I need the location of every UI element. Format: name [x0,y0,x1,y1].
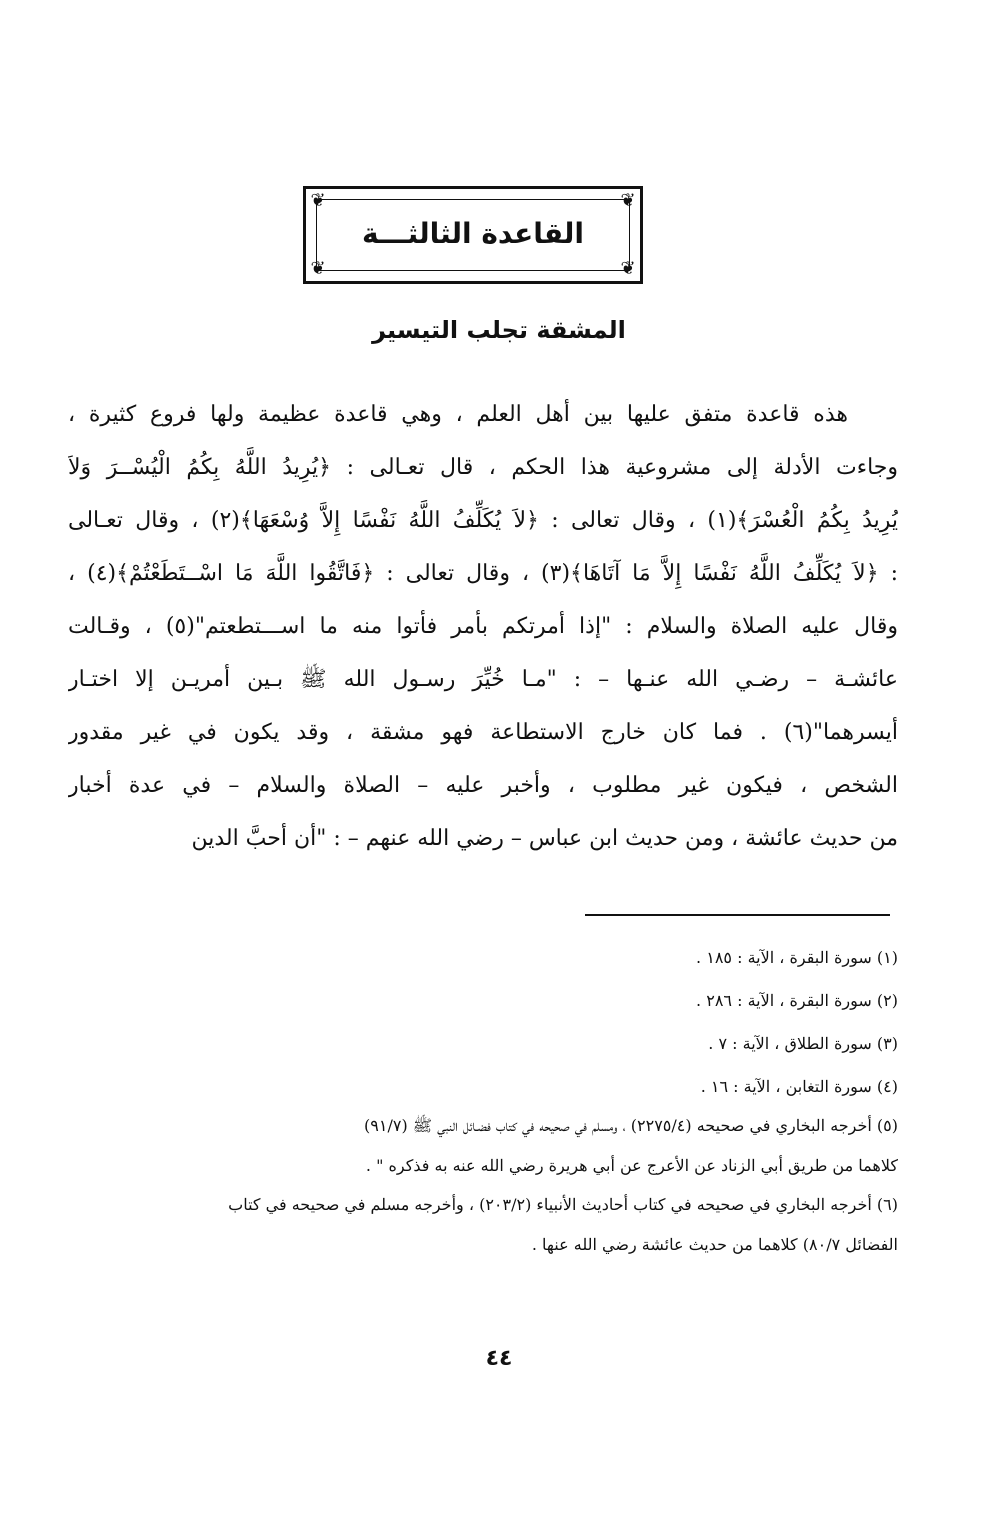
chapter-title: القاعدة الثالثـــة [361,217,585,250]
body-paragraph [68,388,898,865]
ornament-corner-icon: ❦ [620,190,636,211]
body-line: يُرِيدُ بِكُمُ الْعُسْرَ﴾(١) ، وقال تعالى : ﴿لاَ يُكَلِّفُ اللَّهُ نَفْسًا إِلاَّ وُسْعَهَا﴾(٢) ، وقال تعـالى [68,508,898,533]
body-line: وقال عليه الصلاة والسلام : "إذا أمرتكم بأمر فأتوا منه ما اســـتطعتم"(٥) ، وقـالت [68,614,898,639]
body-line: هذه قاعدة متفق عليها بين أهل العلم ، وهي قاعدة عظيمة ولها فروع كثيرة ، [68,402,848,427]
section-subtitle: المشقة تجلب التيسير [372,316,626,344]
footnotes [68,936,898,1266]
body-line: : ﴿لاَ يُكَلِّفُ اللَّهُ نَفْسًا إِلاَّ مَا آتَاهَا﴾(٣) ، وقال تعالى : ﴿فَاتَّقُوا اللَّهَ مَا اسْــتَطَعْتُمْ﴾(٤) ، [68,561,898,586]
footnote: (٥) أخرجه البخاري في صحيحه (٢٢٧٥/٤) ، ومسلم في صحيحه في كتاب فضـائل النبي ﷺ (٩١/٧) [364,1116,898,1135]
footnote-continuation: الفضائل ٨٠/٧) كلاهما من حديث عائشة رضي الله عنها . [531,1235,898,1254]
body-line: الشخص ، فيكون غير مطلوب ، وأخبر عليه – الصلاة والسلام – في عدة أخبار [68,773,898,798]
chapter-title-frame [303,186,643,284]
footnote: (٢) سورة البقرة ، الآية : ٢٨٦ . [696,991,898,1010]
ornament-corner-icon: ❦ [620,258,636,279]
footnote-separator [585,914,890,916]
body-line: أيسرهما"(٦) . فما كان خارج الاستطاعة فهو مشقة ، وقد يكون في غير مقدور [68,720,898,745]
footnote: (١) سورة البقرة ، الآية : ١٨٥ . [696,948,898,967]
footnote: (٤) سورة التغابن ، الآية : ١٦ . [700,1077,898,1096]
page-number: ٤٤ [485,1346,513,1371]
body-line: من حديث عائشة ، ومن حديث ابن عباس – رضي الله عنهم – : "أن أحبَّ الدين [191,826,898,851]
ornament-corner-icon: ❦ [310,258,326,279]
footnote: (٦) أخرجه البخاري في صحيحه في كتاب أحاديث الأنبياء (٢٠٣/٢) ، وأخرجه مسلم في صحيحه في كتاب [228,1195,898,1214]
body-line: وجاءت الأدلة إلى مشروعية هذا الحكم ، قال تعـالى : ﴿يُرِيدُ اللَّهُ بِكُمُ الْيُسْــرَ وَلاَ [68,455,898,480]
footnote-continuation: كلاهما من طريق أبي الزناد عن الأعرج عن أبي هريرة رضي الله عنه به فذكره " . [365,1156,898,1175]
ornament-corner-icon: ❦ [310,190,326,211]
body-line: عائشـة – رضـي الله عنـها – : "مـا خُيِّرَ رسـول الله ﷺ بـين أمريـن إلا اختـار [68,667,898,692]
footnote: (٣) سورة الطلاق ، الآية : ٧ . [708,1034,898,1053]
